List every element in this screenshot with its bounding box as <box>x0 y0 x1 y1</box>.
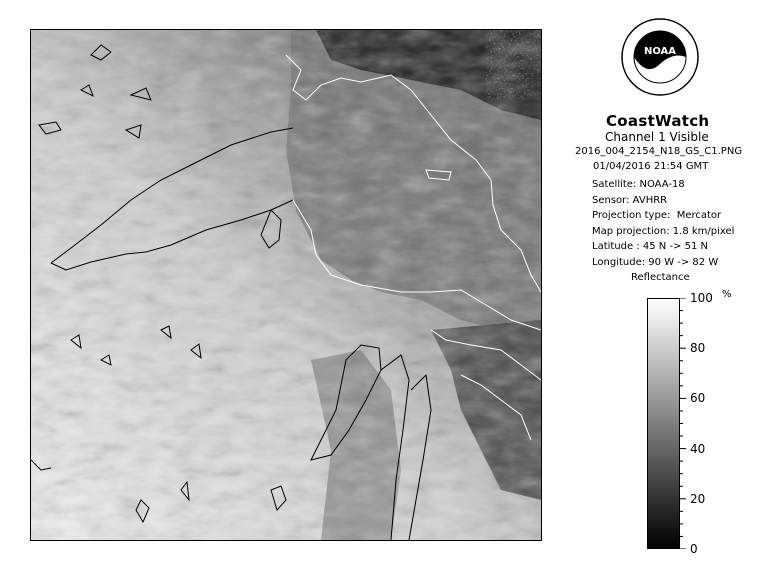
logo-text: NOAA <box>643 46 677 57</box>
satellite-map <box>30 29 542 541</box>
colorbar-title: Reflectance <box>631 272 690 283</box>
meta-satellite: Satellite: NOAA-18 <box>592 179 685 190</box>
noaa-logo <box>620 12 700 102</box>
colorbar <box>647 298 680 549</box>
colorbar-tick-label: 80 <box>690 341 706 356</box>
colorbar-tick-label: 60 <box>690 391 706 406</box>
file-name: 2016_004_2154_N18_GS_C1.PNG <box>575 146 743 157</box>
meta-map-projection: Map projection: 1.8 km/pixel <box>592 225 735 237</box>
meta-projection-type: Projection type: Mercator <box>592 210 722 221</box>
colorbar-tick-label: 40 <box>690 441 706 456</box>
meta-longitude: Longitude: 90 W -> 82 W <box>592 256 719 268</box>
meta-sensor: Sensor: AVHRR <box>592 194 668 206</box>
colorbar-tick-label: 100 <box>690 291 713 305</box>
map-image <box>31 30 541 540</box>
channel-label: Channel 1 Visible <box>605 130 709 144</box>
brand-title: CoastWatch <box>606 112 710 130</box>
colorbar-ticks <box>680 298 750 549</box>
colorbar-unit: % <box>722 289 732 300</box>
colorbar-tick-label: 0 <box>690 542 698 556</box>
date-time: 01/04/2016 21:54 GMT <box>593 161 709 172</box>
cloud-texture <box>31 30 541 540</box>
metadata-list <box>592 177 734 270</box>
meta-latitude: Latitude : 45 N -> 51 N <box>592 241 708 252</box>
colorbar-tick-label: 20 <box>690 491 706 506</box>
